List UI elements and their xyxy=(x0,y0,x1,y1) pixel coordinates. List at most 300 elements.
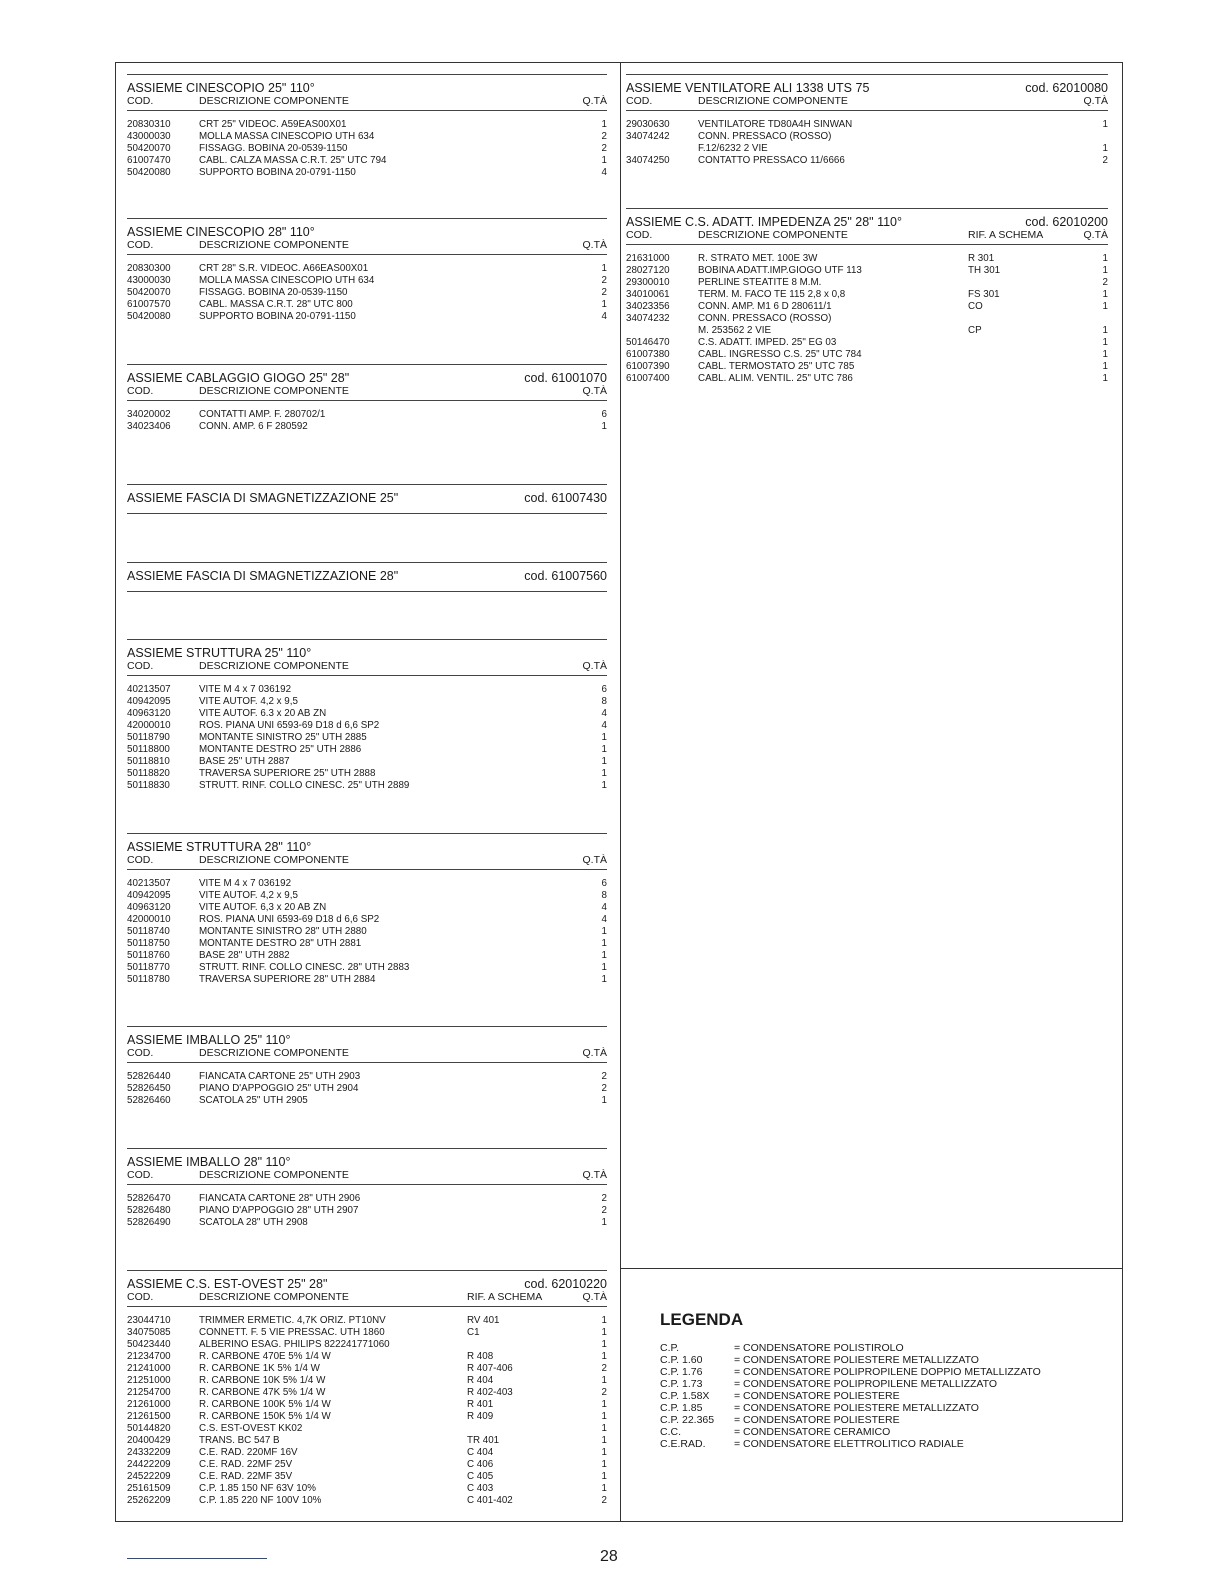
part-code: 29030630 xyxy=(626,119,670,130)
section-title-row xyxy=(127,225,607,239)
part-code: 61007400 xyxy=(626,373,670,384)
legend-item xyxy=(660,1342,1041,1354)
section-title: ASSIEME CABLAGGIO GIOGO 25" 28" xyxy=(127,371,350,385)
schema-ref: TH 301 xyxy=(968,265,1001,276)
part-code: 40942095 xyxy=(127,890,171,901)
part-quantity: 2 xyxy=(601,275,607,286)
part-code: 50420070 xyxy=(127,287,171,298)
part-description: R. CARBONE 1K 5% 1/4 W xyxy=(199,1363,320,1374)
schema-ref: R 402-403 xyxy=(467,1387,513,1398)
part-quantity: 4 xyxy=(601,708,607,719)
legend-key: C.E.RAD. xyxy=(660,1438,706,1450)
header-qta: Q.TÀ xyxy=(582,1047,607,1059)
table-row xyxy=(127,890,607,902)
part-code: 40213507 xyxy=(127,878,171,889)
table-row xyxy=(626,265,1108,277)
part-description: CRT 25" VIDEOC. A59EAS00X01 xyxy=(199,119,347,130)
part-quantity: 2 xyxy=(601,1205,607,1216)
part-code: 20830300 xyxy=(127,263,171,274)
legend-item xyxy=(660,1354,1041,1366)
section-title: ASSIEME STRUTTURA 25" 110° xyxy=(127,646,312,660)
header-desc: DESCRIZIONE COMPONENTE xyxy=(199,660,349,672)
part-code: 24332209 xyxy=(127,1447,171,1458)
table-row xyxy=(127,1375,607,1387)
legend-value: = CONDENSATORE POLIPROPILENE DOPPIO METALLIZZATO xyxy=(734,1366,1041,1378)
section-rule xyxy=(127,484,607,485)
section-struttura28 xyxy=(127,833,607,986)
part-quantity: 1 xyxy=(601,1411,607,1422)
legend-key: C.P. 22.365 xyxy=(660,1414,715,1426)
table-row xyxy=(127,1193,607,1205)
section-title-row xyxy=(127,371,607,385)
header-qta: Q.TÀ xyxy=(582,385,607,397)
header-cod: COD. xyxy=(127,1169,154,1181)
part-description: MOLLA MASSA CINESCOPIO UTH 634 xyxy=(199,275,375,286)
part-description: FISSAGG. BOBINA 20-0539-1150 xyxy=(199,143,348,154)
part-description: CABL. MASSA C.R.T. 28" UTC 800 xyxy=(199,299,353,310)
section-title: ASSIEME FASCIA DI SMAGNETIZZAZIONE 28" xyxy=(127,569,399,583)
schema-ref: R 301 xyxy=(968,253,995,264)
section-rule xyxy=(127,562,607,563)
schema-ref: TR 401 xyxy=(467,1435,500,1446)
section-title-row xyxy=(127,840,607,854)
table-row xyxy=(626,119,1108,131)
part-code: 50146470 xyxy=(626,337,670,348)
legend-item xyxy=(660,1366,1041,1378)
section-title: ASSIEME IMBALLO 25" 110° xyxy=(127,1033,291,1047)
table-row xyxy=(127,708,607,720)
part-description: C.P. 1.85 150 NF 63V 10% xyxy=(199,1483,316,1494)
header-cod: COD. xyxy=(127,1047,154,1059)
part-description: BASE 25" UTH 2887 xyxy=(199,756,290,767)
part-code: 34023356 xyxy=(626,301,670,312)
column-header xyxy=(127,1169,607,1185)
schema-ref xyxy=(968,373,1068,385)
table-row xyxy=(626,337,1108,349)
section-title-row xyxy=(127,569,607,583)
schema-ref xyxy=(968,349,1068,361)
table-row xyxy=(127,720,607,732)
part-description: SCATOLA 25" UTH 2905 xyxy=(199,1095,308,1106)
part-code: 61007570 xyxy=(127,299,171,310)
section-title-row xyxy=(127,81,607,95)
part-code: 50420080 xyxy=(127,167,171,178)
section-code: cod. 62010220 xyxy=(524,1277,607,1291)
part-code: 42000010 xyxy=(127,720,171,731)
table-row xyxy=(127,780,607,792)
part-description: C.P. 1.85 220 NF 100V 10% xyxy=(199,1495,322,1506)
part-description: MONTANTE SINISTRO 25" UTH 2885 xyxy=(199,732,367,743)
header-desc: DESCRIZIONE COMPONENTE xyxy=(199,239,349,251)
section-title: ASSIEME C.S. EST-OVEST 25" 28" xyxy=(127,1277,328,1291)
table-row xyxy=(127,1459,607,1471)
part-description: FISSAGG. BOBINA 20-0539-1150 xyxy=(199,287,348,298)
part-quantity: 1 xyxy=(601,1483,607,1494)
table-row xyxy=(626,155,1108,167)
part-description: CONN. PRESSACO (ROSSO) xyxy=(698,131,832,142)
column-divider xyxy=(620,62,621,1522)
legend-rows xyxy=(660,1342,1041,1450)
schema-ref xyxy=(968,277,1068,289)
part-description: TRAVERSA SUPERIORE 28" UTH 2884 xyxy=(199,974,376,985)
part-description: M. 253562 2 VIE xyxy=(698,325,771,336)
part-code: 34023406 xyxy=(127,421,171,432)
part-code: 50118790 xyxy=(127,732,170,743)
section-cablaggio xyxy=(127,364,607,433)
part-description: C.S. EST-OVEST KK02 xyxy=(199,1423,303,1434)
part-code: 50118770 xyxy=(127,962,170,973)
header-qta: Q.TÀ xyxy=(582,1291,607,1303)
part-quantity: 1 xyxy=(1102,143,1108,154)
table-row xyxy=(127,287,607,299)
table-row xyxy=(127,131,607,143)
part-quantity: 1 xyxy=(601,1375,607,1386)
part-code: 21234700 xyxy=(127,1351,171,1362)
part-description: TRIMMER ERMETIC. 4,7K ORIZ. PT10NV xyxy=(199,1315,386,1326)
header-cod: COD. xyxy=(127,854,154,866)
section-rule xyxy=(127,833,607,834)
table-row xyxy=(626,373,1108,385)
part-quantity: 4 xyxy=(601,902,607,913)
part-code: 34074250 xyxy=(626,155,670,166)
part-quantity: 4 xyxy=(601,167,607,178)
part-description: CABL. TERMOSTATO 25" UTC 785 xyxy=(698,361,855,372)
section-rule xyxy=(127,364,607,365)
table-row xyxy=(626,131,1108,143)
section-imballo28 xyxy=(127,1148,607,1229)
section-imballo25 xyxy=(127,1026,607,1107)
table-row xyxy=(127,684,607,696)
part-code: 25161509 xyxy=(127,1483,171,1494)
legend-value: = CONDENSATORE POLIESTERE xyxy=(734,1414,900,1426)
table-row xyxy=(127,1495,607,1507)
legend-title: LEGENDA xyxy=(660,1310,744,1329)
schema-ref xyxy=(467,1423,567,1435)
table-row xyxy=(127,1363,607,1375)
table-row xyxy=(127,1387,607,1399)
table-row xyxy=(127,1447,607,1459)
legend-key: C.C. xyxy=(660,1426,681,1438)
header-qta: Q.TÀ xyxy=(1083,95,1108,107)
part-quantity: 1 xyxy=(601,421,607,432)
section-rule xyxy=(626,208,1108,209)
legend-value: = CONDENSATORE POLISTIROLO xyxy=(734,1342,904,1354)
part-description: CABL. INGRESSO C.S. 25" UTC 784 xyxy=(698,349,862,360)
part-code: 52826470 xyxy=(127,1193,171,1204)
part-quantity: 1 xyxy=(1102,253,1108,264)
table-row xyxy=(626,325,1108,337)
part-code: 43000030 xyxy=(127,275,171,286)
part-code: 61007380 xyxy=(626,349,670,360)
part-description: ALBERINO ESAG. PHILIPS 822241771060 xyxy=(199,1339,390,1350)
column-header xyxy=(127,854,607,870)
column-header xyxy=(127,385,607,401)
section-rule xyxy=(127,1148,607,1149)
legend-item xyxy=(660,1426,1041,1438)
section-title: ASSIEME FASCIA DI SMAGNETIZZAZIONE 25" xyxy=(127,491,399,505)
section-rule xyxy=(127,1026,607,1027)
part-quantity: 1 xyxy=(601,732,607,743)
part-code xyxy=(626,325,698,337)
section-rule xyxy=(626,74,1108,75)
schema-ref xyxy=(968,361,1068,373)
table-row xyxy=(127,1095,607,1107)
table-row xyxy=(127,1071,607,1083)
table-row xyxy=(127,1217,607,1229)
table-row xyxy=(127,878,607,890)
section-code: cod. 61001070 xyxy=(524,371,607,385)
part-code xyxy=(626,143,698,155)
table-row xyxy=(127,914,607,926)
part-quantity: 1 xyxy=(601,1351,607,1362)
schema-ref: R 401 xyxy=(467,1399,494,1410)
legend-value: = CONDENSATORE CERAMICO xyxy=(734,1426,891,1438)
part-quantity: 1 xyxy=(601,950,607,961)
part-code: 21261500 xyxy=(127,1411,171,1422)
part-quantity: 1 xyxy=(601,768,607,779)
part-quantity: 1 xyxy=(601,1435,607,1446)
table-row xyxy=(127,155,607,167)
header-desc: DESCRIZIONE COMPONENTE xyxy=(199,1047,349,1059)
part-quantity: 1 xyxy=(1102,289,1108,300)
header-qta: Q.TÀ xyxy=(582,854,607,866)
table-row xyxy=(127,421,607,433)
part-quantity: 1 xyxy=(1102,349,1108,360)
part-code: 23044710 xyxy=(127,1315,171,1326)
part-quantity: 1 xyxy=(601,1447,607,1458)
part-description: R. CARBONE 47K 5% 1/4 W xyxy=(199,1387,326,1398)
section-bottom-rule xyxy=(127,591,607,592)
table-row xyxy=(127,275,607,287)
table-row xyxy=(127,119,607,131)
legend-item xyxy=(660,1414,1041,1426)
section-rule xyxy=(127,639,607,640)
part-description: SUPPORTO BOBINA 20-0791-1150 xyxy=(199,167,356,178)
part-description: C.E. RAD. 22MF 35V xyxy=(199,1471,293,1482)
header-qta: Q.TÀ xyxy=(582,95,607,107)
legend-item xyxy=(660,1402,1041,1414)
part-description: R. CARBONE 10K 5% 1/4 W xyxy=(199,1375,326,1386)
legend-value: = CONDENSATORE POLIESTERE METALLIZZATO xyxy=(734,1354,979,1366)
section-fascia25 xyxy=(127,484,607,514)
section-title-row xyxy=(127,1033,607,1047)
table-row xyxy=(127,263,607,275)
part-description: FIANCATA CARTONE 25" UTH 2903 xyxy=(199,1071,361,1082)
part-description: TERM. M. FACO TE 115 2,8 x 0,8 xyxy=(698,289,846,300)
part-description: C.E. RAD. 220MF 16V xyxy=(199,1447,298,1458)
legend-key: C.P. 1.76 xyxy=(660,1366,703,1378)
legend-value: = CONDENSATORE POLIESTERE xyxy=(734,1390,900,1402)
table-row xyxy=(127,1411,607,1423)
table-row xyxy=(626,253,1108,265)
table-row xyxy=(626,349,1108,361)
part-code: 50118760 xyxy=(127,950,170,961)
schema-ref: C 401-402 xyxy=(467,1495,513,1506)
table-row xyxy=(626,313,1108,325)
table-row xyxy=(127,1351,607,1363)
schema-ref: FS 301 xyxy=(968,289,1000,300)
page-number: 28 xyxy=(600,1548,618,1565)
table-row xyxy=(127,1423,607,1435)
section-title: ASSIEME C.S. ADATT. IMPEDENZA 25" 28" 110° xyxy=(626,215,903,229)
part-code: 61007390 xyxy=(626,361,670,372)
schema-ref: RV 401 xyxy=(467,1315,500,1326)
part-code: 40213507 xyxy=(127,684,171,695)
header-cod: COD. xyxy=(127,1291,154,1303)
part-quantity: 1 xyxy=(601,1095,607,1106)
part-code: 61007470 xyxy=(127,155,171,166)
part-code: 50420080 xyxy=(127,311,171,322)
part-code: 43000030 xyxy=(127,131,171,142)
table-row xyxy=(127,950,607,962)
header-cod: COD. xyxy=(127,660,154,672)
section-title: ASSIEME VENTILATORE ALI 1338 UTS 75 xyxy=(626,81,870,95)
part-code: 34074232 xyxy=(626,313,670,324)
part-description: VITE AUTOF. 6,3 x 20 AB ZN xyxy=(199,902,327,913)
part-code: 50420070 xyxy=(127,143,171,154)
part-code: 50118820 xyxy=(127,768,170,779)
table-row xyxy=(626,361,1108,373)
part-code: 24422209 xyxy=(127,1459,171,1470)
part-quantity: 1 xyxy=(601,938,607,949)
part-code: 34010061 xyxy=(626,289,670,300)
legend-value: = CONDENSATORE POLIESTERE METALLIZZATO xyxy=(734,1402,979,1414)
part-code: 20830310 xyxy=(127,119,171,130)
part-quantity: 2 xyxy=(601,131,607,142)
part-description: CRT 28" S.R. VIDEOC. A66EAS00X01 xyxy=(199,263,369,274)
part-quantity: 1 xyxy=(601,974,607,985)
header-desc: DESCRIZIONE COMPONENTE xyxy=(698,229,848,241)
schema-ref xyxy=(968,313,1068,325)
section-rule xyxy=(127,218,607,219)
header-cod: COD. xyxy=(626,95,653,107)
section-cinescopio28 xyxy=(127,218,607,323)
table-row xyxy=(127,1339,607,1351)
section-code: cod. 61007430 xyxy=(524,491,607,505)
part-description: BASE 28" UTH 2882 xyxy=(199,950,290,961)
part-description: VITE AUTOF. 6.3 x 20 AB ZN xyxy=(199,708,327,719)
part-quantity: 2 xyxy=(601,287,607,298)
part-description: CONTATTO PRESSACO 11/6666 xyxy=(698,155,845,166)
section-title: ASSIEME CINESCOPIO 25" 110° xyxy=(127,81,315,95)
header-qta: Q.TÀ xyxy=(582,660,607,672)
table-row xyxy=(127,1435,607,1447)
table-row xyxy=(626,143,1108,155)
part-quantity: 1 xyxy=(601,299,607,310)
legend-key: C.P. 1.60 xyxy=(660,1354,703,1366)
part-description: SUPPORTO BOBINA 20-0791-1150 xyxy=(199,311,356,322)
part-description: C.E. RAD. 22MF 25V xyxy=(199,1459,293,1470)
schema-ref: C 403 xyxy=(467,1483,494,1494)
part-code: 52826440 xyxy=(127,1071,171,1082)
part-code: 21631000 xyxy=(626,253,670,264)
header-cod: COD. xyxy=(127,95,154,107)
part-description: C.S. ADATT. IMPED. 25" EG 03 xyxy=(698,337,837,348)
header-desc: DESCRIZIONE COMPONENTE xyxy=(199,1291,349,1303)
legend-item xyxy=(660,1378,1041,1390)
part-quantity: 1 xyxy=(601,1459,607,1470)
part-code: 52826460 xyxy=(127,1095,171,1106)
legend-key: C.P. 1.73 xyxy=(660,1378,703,1390)
part-quantity: 1 xyxy=(601,155,607,166)
part-quantity: 1 xyxy=(601,1399,607,1410)
section-estovest xyxy=(127,1270,607,1507)
table-row xyxy=(127,974,607,986)
section-impedenza xyxy=(626,208,1108,385)
part-quantity: 1 xyxy=(601,962,607,973)
part-code: 34020002 xyxy=(127,409,171,420)
part-quantity: 2 xyxy=(601,143,607,154)
part-quantity: 2 xyxy=(601,1071,607,1082)
legend-item xyxy=(660,1390,1041,1402)
part-description: STRUTT. RINF. COLLO CINESC. 25" UTH 2889 xyxy=(199,780,410,791)
part-description: VITE AUTOF. 4,2 x 9,5 xyxy=(199,696,298,707)
table-row xyxy=(127,1083,607,1095)
section-fascia28 xyxy=(127,562,607,592)
part-code: 50144820 xyxy=(127,1423,171,1434)
part-quantity: 1 xyxy=(601,1217,607,1228)
legend-divider xyxy=(620,1268,1123,1269)
column-header xyxy=(127,1047,607,1063)
part-code: 21251000 xyxy=(127,1375,171,1386)
part-code: 50118750 xyxy=(127,938,170,949)
part-quantity xyxy=(1068,131,1108,143)
part-description: R. STRATO MET. 100E 3W xyxy=(698,253,818,264)
part-code: 34075085 xyxy=(127,1327,171,1338)
table-row xyxy=(127,696,607,708)
part-quantity: 1 xyxy=(1102,361,1108,372)
part-description: TRAVERSA SUPERIORE 25" UTH 2888 xyxy=(199,768,376,779)
part-quantity: 1 xyxy=(1102,337,1108,348)
part-description: CONN. AMP. M1 6 D 280611/1 xyxy=(698,301,832,312)
section-title: ASSIEME IMBALLO 28" 110° xyxy=(127,1155,291,1169)
part-quantity: 2 xyxy=(601,1193,607,1204)
schema-ref: CP xyxy=(968,325,982,336)
header-desc: DESCRIZIONE COMPONENTE xyxy=(199,1169,349,1181)
table-row xyxy=(127,167,607,179)
part-code: 21241000 xyxy=(127,1363,171,1374)
schema-ref: R 409 xyxy=(467,1411,494,1422)
part-description: CONNETT. F. 5 VIE PRESSAC. UTH 1860 xyxy=(199,1327,385,1338)
part-quantity: 1 xyxy=(601,744,607,755)
part-quantity: 1 xyxy=(601,1339,607,1350)
part-quantity: 4 xyxy=(601,720,607,731)
footer-rule xyxy=(127,1558,267,1559)
section-title-row xyxy=(626,81,1108,95)
header-desc: DESCRIZIONE COMPONENTE xyxy=(698,95,848,107)
part-quantity: 1 xyxy=(601,1327,607,1338)
column-header xyxy=(626,229,1108,245)
part-quantity: 2 xyxy=(1102,277,1108,288)
part-code: 20400429 xyxy=(127,1435,171,1446)
part-description: PERLINE STEATITE 8 M.M. xyxy=(698,277,822,288)
column-header xyxy=(127,660,607,676)
legend-key: C.P. xyxy=(660,1342,680,1354)
part-quantity: 1 xyxy=(1102,373,1108,384)
table-row xyxy=(127,1483,607,1495)
part-quantity: 2 xyxy=(601,1083,607,1094)
part-quantity xyxy=(1068,313,1108,325)
part-quantity: 2 xyxy=(601,1363,607,1374)
part-code: 52826480 xyxy=(127,1205,171,1216)
part-code: 50118810 xyxy=(127,756,170,767)
part-description: PIANO D'APPOGGIO 25" UTH 2904 xyxy=(199,1083,359,1094)
part-quantity: 2 xyxy=(601,1387,607,1398)
part-description: VITE AUTOF. 4,2 x 9,5 xyxy=(199,890,298,901)
part-code: 21261000 xyxy=(127,1399,171,1410)
part-code: 42000010 xyxy=(127,914,171,925)
header-rif: RIF. A SCHEMA xyxy=(467,1291,543,1303)
